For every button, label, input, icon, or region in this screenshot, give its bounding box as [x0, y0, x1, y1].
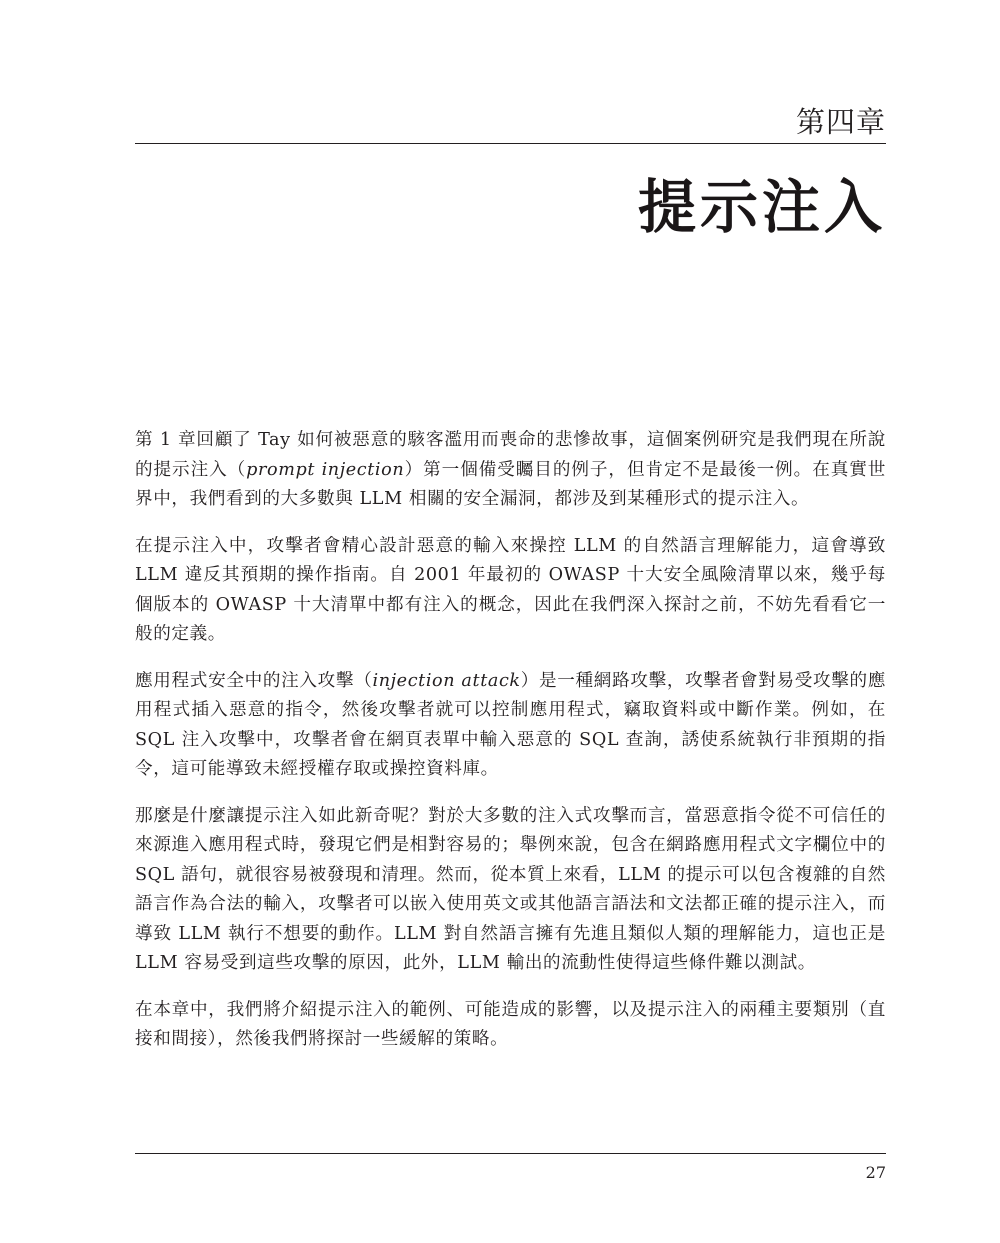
- paragraph-1-part-b: ）第一個備受矚目的例子，但肯定不是最後一例。在真實世界中，我們看到的大多數與 LLM 相關的安全漏洞，都涉及到某種形式的提示注入。: [135, 459, 886, 509]
- paragraph-3-term: injection attack: [372, 670, 521, 691]
- paragraph-1-part-a: 第 1 章回顧了 Tay 如何被惡意的駭客濫用而喪命的悲慘故事，這個案例研究是我們現在所說的提示注入（: [135, 430, 886, 480]
- paragraph-1: [135, 426, 886, 515]
- chapter-title: 提示注入: [637, 173, 886, 241]
- header-rule: [135, 143, 886, 144]
- page-number: 27: [865, 1163, 886, 1182]
- paragraph-5: 在本章中，我們將介紹提示注入的範例、可能造成的影響，以及提示注入的兩種主要類別（直接和間接），然後我們將探討一些緩解的策略。: [135, 999, 886, 1049]
- paragraph-2: 在提示注入中，攻擊者會精心設計惡意的輸入來操控 LLM 的自然語言理解能力，這會導致 LLM 違反其預期的操作指南。自 2001 年最初的 OWASP 十大安全風險清單以來，幾乎每個版本的 OWASP 十大清單中都有注入的概念，因此在我們深入探討之前，不妨先看看它一般的定義。: [135, 535, 886, 644]
- paragraph-1-term: prompt injection: [246, 459, 405, 480]
- body-text: [135, 426, 886, 1072]
- footer-rule: [135, 1153, 886, 1154]
- paragraph-4: 那麼是什麼讓提示注入如此新奇呢？對於大多數的注入式攻擊而言，當惡意指令從不可信任的來源進入應用程式時，發現它們是相對容易的；舉例來說，包含在網路應用程式文字欄位中的 SQL 語句，就很容易被發現和清理。然而，從本質上來看，LLM 的提示可以包含複雜的自然語言作為合法的輸入，攻擊者可以嵌入使用英文或其他語言語法和文法都正確的提示注入，而導致 LLM 執行不想要的動作。LLM 對自然語言擁有先進且類似人類的理解能力，這也正是 LLM 容易受到這些攻擊的原因，此外，LLM 輸出的流動性使得這些條件難以測試。: [135, 805, 886, 973]
- paragraph-3-part-a: 應用程式安全中的注入攻擊（: [135, 670, 373, 691]
- chapter-label: 第四章: [795, 105, 886, 139]
- paragraph-3: [135, 667, 886, 785]
- paragraph-3-part-b: ）是一種網路攻擊，攻擊者會對易受攻擊的應用程式插入惡意的指令，然後攻擊者就可以控制應用程式，竊取資料或中斷作業。例如，在 SQL 注入攻擊中，攻擊者會在網頁表單中輸入惡意的 SQL 查詢，誘使系統執行非預期的指令，這可能導致未經授權存取或操控資料庫。: [135, 670, 886, 779]
